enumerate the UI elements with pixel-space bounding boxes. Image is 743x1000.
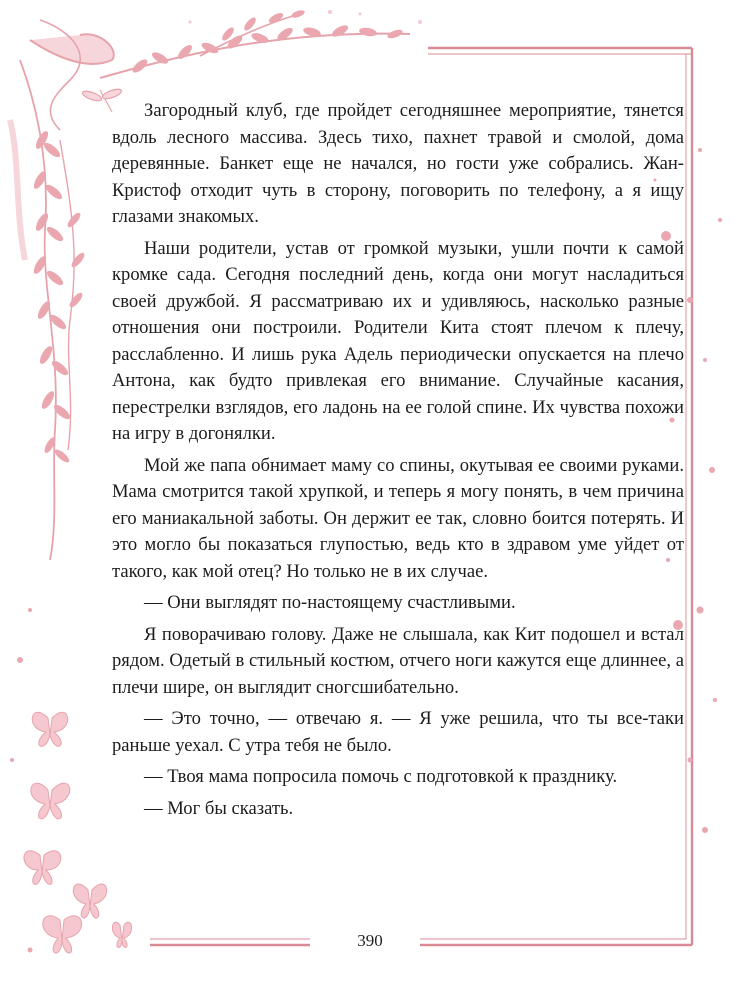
- paragraph: Мой же папа обнимает маму со спины, окутывая ее своими руками. Мама смотрится такой хрупкой, и теперь я могу понять, в чем причина его маниакальной заботы. Он держит ее так, словно боится потерять. И это могло бы показаться глупостью, ведь кто в здравом уме уйдет от такого, как мой отец? Но только не в их случае.: [112, 454, 684, 582]
- paragraph: Наши родители, устав от громкой музыки, ушли почти к самой кромке сада. Сегодня последний день, когда они могут насладиться своей дружбой. Я рассматриваю их и удивляюсь, насколько разные отношения они построили. Родители Кита стоят плечом к плечу, расслабленно. И лишь рука Адель периодически опускается на плечо Антона, как будто привлекая его внимание. Случайные касания, перестрелки взглядов, его ладонь на ее голой спине. Их чувства похожи на игру в догонялки.: [112, 237, 684, 444]
- page-number: 390: [357, 931, 383, 950]
- paragraph: Я поворачиваю голову. Даже не слышала, как Кит подошел и встал рядом. Одетый в стильный костюм, отчего ноги кажутся еще длиннее, а плечи шире, он выглядит сногсшибательно.: [112, 623, 684, 698]
- page-body-text: [112, 98, 684, 827]
- paragraph: — Мог бы сказать.: [144, 797, 294, 819]
- paragraph: — Это точно, — отвечаю я. — Я уже решила, что ты все-таки раньше уехал. С утра тебя не было.: [112, 708, 684, 756]
- paragraph: — Они выглядят по-настоящему счастливыми.: [144, 592, 516, 613]
- paragraph: — Твоя мама попросила помочь с подготовкой к празднику.: [144, 766, 618, 787]
- paragraph: Загородный клуб, где пройдет сегодняшнее мероприятие, тянется вдоль лесного массива. Здесь тихо, пахнет травой и смолой, дома деревянные. Банкет еще не начался, но гости уже собрались. Жан-Кристоф отходит чуть в сторону, поговорить по телефону, а я ищу глазами знакомых.: [112, 100, 684, 227]
- left-vine-decoration: [10, 20, 123, 560]
- top-branch-decoration: [100, 9, 422, 78]
